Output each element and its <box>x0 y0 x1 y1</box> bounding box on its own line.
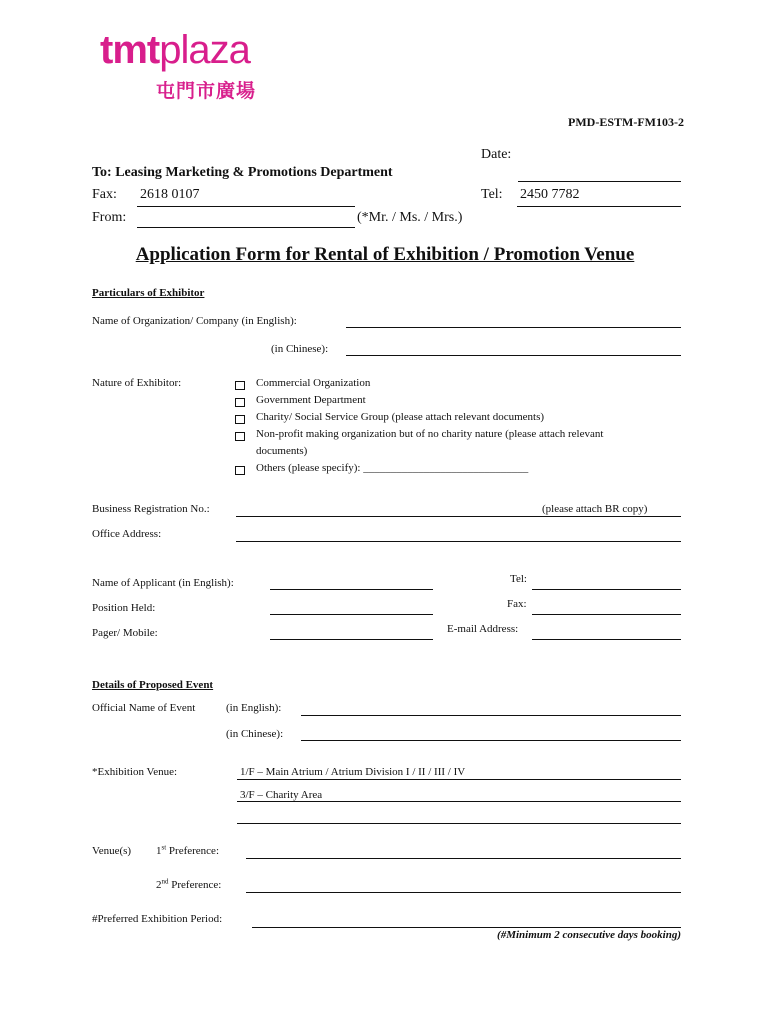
org-name-english-label: Name of Organization/ Company (in English): <box>92 315 297 327</box>
org-name-english-field[interactable] <box>346 327 681 328</box>
position-field[interactable] <box>270 614 433 615</box>
event-name-chinese-label: (in Chinese): <box>226 728 284 740</box>
applicant-fax-label: Fax: <box>507 598 527 610</box>
option-non-profit: Non-profit making organization but of no charity nature (please attach relevant <box>256 428 604 440</box>
option-government: Government Department <box>256 394 366 406</box>
venue-line-3[interactable] <box>237 823 681 824</box>
logo <box>100 28 250 73</box>
email-field[interactable] <box>532 639 681 640</box>
logo-text-tmt: tmt <box>100 28 160 72</box>
tel-label: Tel: <box>481 187 503 202</box>
venue-option-main-atrium[interactable]: 1/F – Main Atrium / Atrium Division I / II / III / IV <box>240 766 466 778</box>
from-title-options: (*Mr. / Ms. / Mrs.) <box>357 210 463 225</box>
applicant-label: Name of Applicant (in English): <box>92 577 234 589</box>
checkbox-government[interactable] <box>235 398 245 407</box>
event-name-label: Official Name of Event <box>92 702 196 714</box>
period-label: #Preferred Exhibition Period: <box>92 913 223 925</box>
period-field[interactable] <box>252 927 681 928</box>
venue-line-1 <box>237 779 681 780</box>
option-charity: Charity/ Social Service Group (please attach relevant documents) <box>256 411 545 423</box>
date-field[interactable] <box>518 181 681 182</box>
event-name-english-field[interactable] <box>301 715 681 716</box>
period-note: (#Minimum 2 consecutive days booking) <box>497 929 681 941</box>
date-label: Date: <box>481 147 512 162</box>
org-name-chinese-label: (in Chinese): <box>271 343 329 355</box>
option-others: Others (please specify): ______________________________ <box>256 462 529 474</box>
pref1-label: 1st Preference: <box>156 843 219 857</box>
venue-line-2 <box>237 801 681 802</box>
pager-field[interactable] <box>270 639 433 640</box>
logo-text-plaza: plaza <box>159 28 250 72</box>
from-label: From: <box>92 210 127 225</box>
event-name-english-label: (in English): <box>226 702 282 714</box>
checkbox-non-profit[interactable] <box>235 432 245 441</box>
form-code: PMD-ESTM-FM103-2 <box>568 115 684 129</box>
pref1-field[interactable] <box>246 858 681 859</box>
section-exhibitor-title: Particulars of Exhibitor <box>92 287 205 299</box>
venues-label: Venue(s) <box>92 845 132 857</box>
org-name-chinese-field[interactable] <box>346 355 681 356</box>
applicant-field[interactable] <box>270 589 433 590</box>
checkbox-commercial[interactable] <box>235 381 245 390</box>
br-note: (please attach BR copy) <box>542 503 648 515</box>
exhibition-venue-label: *Exhibition Venue: <box>92 766 178 778</box>
to-line: To: Leasing Marketing & Promotions Department <box>92 165 393 180</box>
option-commercial: Commercial Organization <box>256 377 371 389</box>
applicant-tel-field[interactable] <box>532 589 681 590</box>
applicant-fax-field[interactable] <box>532 614 681 615</box>
venue-option-charity-area[interactable]: 3/F – Charity Area <box>240 789 323 801</box>
pref2-label: 2nd Preference: <box>156 877 222 891</box>
checkbox-charity[interactable] <box>235 415 245 424</box>
address-field[interactable] <box>236 541 681 542</box>
pref2-field[interactable] <box>246 892 681 893</box>
section-event-title: Details of Proposed Event <box>92 679 214 691</box>
logo-chinese: 屯門市廣場 <box>156 80 257 102</box>
pager-label: Pager/ Mobile: <box>92 627 158 639</box>
applicant-tel-label: Tel: <box>510 573 527 585</box>
fax-value: 2618 0107 <box>140 187 200 202</box>
tel-line <box>517 206 681 207</box>
email-label: E-mail Address: <box>447 623 519 635</box>
fax-label: Fax: <box>92 187 117 202</box>
br-field[interactable] <box>236 516 681 517</box>
option-non-profit-cont: documents) <box>256 445 308 457</box>
form-title: Application Form for Rental of Exhibition / Promotion Venue <box>135 244 635 265</box>
fax-line <box>137 206 355 207</box>
position-label: Position Held: <box>92 602 156 614</box>
nature-label: Nature of Exhibitor: <box>92 377 182 389</box>
from-field[interactable] <box>137 227 355 228</box>
tel-value: 2450 7782 <box>520 187 580 202</box>
address-label: Office Address: <box>92 528 162 540</box>
checkbox-others[interactable] <box>235 466 245 475</box>
event-name-chinese-field[interactable] <box>301 740 681 741</box>
br-label: Business Registration No.: <box>92 503 210 515</box>
